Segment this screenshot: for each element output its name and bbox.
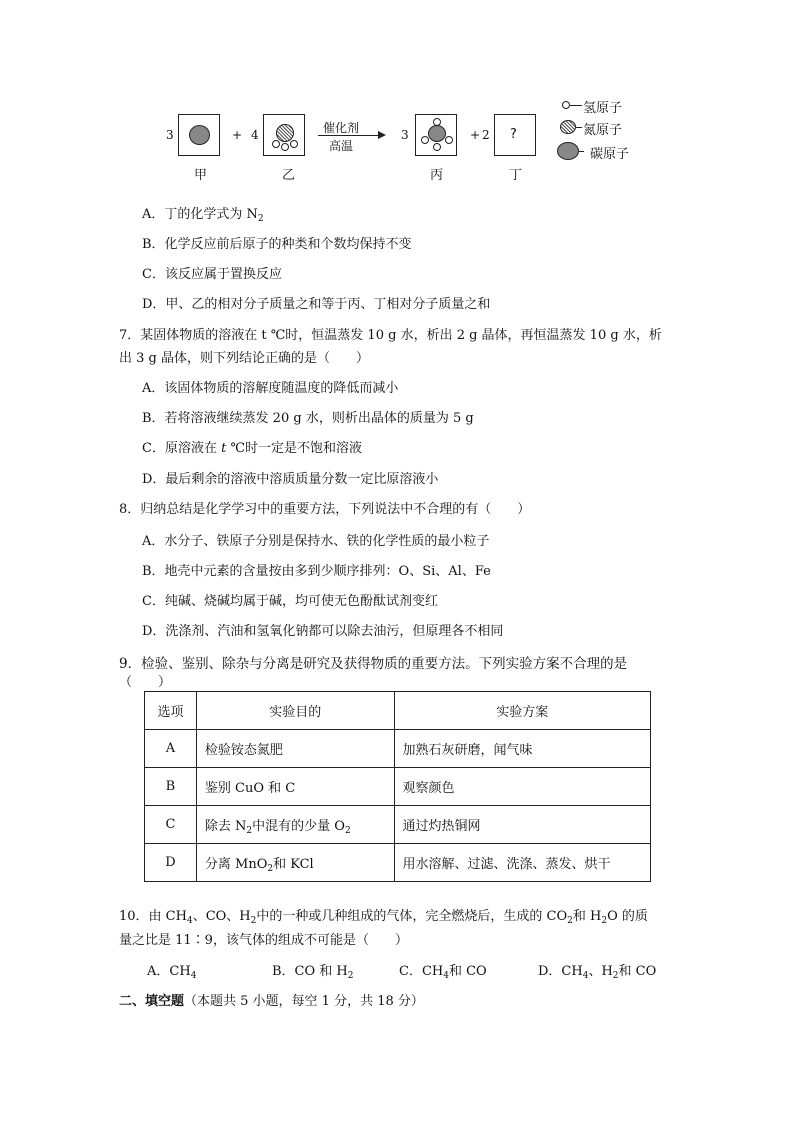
- row-option: A: [145, 730, 197, 768]
- condition-catalyst: 催化剂: [323, 121, 360, 135]
- q6-option-d: D．甲、乙的相对分子质量之和等于丙、丁相对分子质量之和: [142, 297, 491, 312]
- q10-stem-line2: 量之比是 11∶9，该气体的组成不可能是（ ）: [119, 933, 408, 948]
- q8-option-d: D．洗涤剂、汽油和氢氧化钠都可以除去油污，但原理各不相同: [142, 624, 504, 639]
- row-plan: 通过灼热铜网: [394, 806, 650, 844]
- label-ding: 丁: [509, 168, 523, 183]
- hydrogen-atom: [421, 136, 429, 144]
- label-yi: 乙: [282, 168, 296, 183]
- carbon-legend-icon: [557, 142, 579, 160]
- box-ding: [494, 114, 536, 156]
- nitrogen-legend-icon: [560, 120, 576, 134]
- q7-option-c: C．原溶液在 t ℃时一定是不饱和溶液: [142, 441, 363, 456]
- label-jia: 甲: [194, 168, 208, 183]
- q7-option-b: B．若将溶液继续蒸发 20 g 水，则析出晶体的质量为 5 g: [142, 411, 474, 426]
- q10-option-d: D．$CH_4$、$H_2$和 CO: [538, 964, 657, 981]
- plus-sign: +: [232, 128, 243, 142]
- coef-yi: 4: [251, 128, 259, 142]
- row-option: C: [145, 806, 197, 844]
- label-bing: 丙: [430, 168, 444, 183]
- row-option: D: [145, 844, 197, 882]
- table-row: [145, 844, 651, 882]
- table-row: [145, 768, 651, 806]
- plus-sign: +: [470, 128, 481, 142]
- unknown-mark: ?: [510, 127, 517, 142]
- coef-jia: 3: [166, 128, 174, 142]
- legend-nitrogen: 氮原子: [583, 123, 623, 138]
- header-purpose: 实验目的: [196, 692, 394, 730]
- q9-experiment-table: [144, 691, 651, 882]
- arrow-head-icon: [378, 131, 386, 139]
- row-plan: 观察颜色: [394, 768, 650, 806]
- q7-option-d: D．最后剩余的溶液中溶质质量分数一定比原溶液小: [142, 472, 439, 487]
- q10-option-c: C．$CH_4$和 CO: [399, 964, 487, 981]
- row-option: B: [145, 768, 197, 806]
- coef-bing: 3: [401, 128, 409, 142]
- carbon-atom: [428, 125, 446, 142]
- q8-stem: 8．归纳总结是化学学习中的重要方法，下列说法中不合理的有（ ）: [119, 502, 531, 517]
- q9-stem: 9．检验、鉴别、除杂与分离是研究及获得物质的重要方法。下列实验方案不合理的是: [119, 656, 628, 672]
- q10-option-b: B．CO 和 $H_2$: [272, 964, 354, 981]
- q7-stem-line1: 7．某固体物质的溶液在 t ℃时，恒温蒸发 10 g 水，析出 2 g 晶体，再恒温蒸发 10 g 水，析: [119, 328, 662, 343]
- section-heading: 二、填空题（本题共 5 小题，每空 1 分，共 18 分）: [119, 994, 424, 1009]
- box-bing: [415, 114, 457, 156]
- row-purpose: 鉴别 CuO 和 C: [196, 768, 394, 806]
- q8-option-a: A．水分子、铁原子分别是保持水、铁的化学性质的最小粒子: [142, 534, 490, 549]
- hydrogen-atom: [290, 140, 298, 148]
- box-jia: [178, 114, 220, 156]
- row-purpose: 除去 $N_2$中混有的少量 $O_2$: [196, 806, 394, 844]
- hydrogen-legend-icon: [562, 101, 570, 109]
- legend-hydrogen: 氢原子: [583, 101, 623, 116]
- table-row: [145, 806, 651, 844]
- q6-option-b: B．化学反应前后原子的种类和个数均保持不变: [142, 237, 412, 252]
- nitrogen-atom: [276, 124, 294, 142]
- reaction-arrow: [318, 135, 380, 136]
- coef-ding: 2: [482, 128, 490, 142]
- row-plan: 加熟石灰研磨，闻气味: [394, 730, 650, 768]
- legend-carbon: 碳原子: [590, 147, 630, 162]
- carbon-atom: [189, 125, 210, 145]
- row-plan: 用水溶解、过滤、洗涤、蒸发、烘干: [394, 844, 650, 882]
- q7-stem-line2: 出 3 g 晶体，则下列结论正确的是（ ）: [119, 351, 369, 366]
- q8-option-c: C．纯碱、烧碱均属于碱，均可使无色酚酞试剂变红: [142, 594, 438, 609]
- table-header-row: [145, 692, 651, 730]
- q6-option-a: A．丁的化学式为 $N_2$: [142, 207, 264, 224]
- hydrogen-atom: [433, 143, 441, 151]
- q10-stem-line1: 10．由 $CH_4$、CO、$H_2$中的一种或几种组成的气体，完全燃烧后，生成的 $CO_2$和 $H_2O$ 的质: [119, 909, 648, 926]
- row-purpose: 分离 MnO$_2$和 KCl: [196, 844, 394, 882]
- row-purpose: 检验铵态氮肥: [196, 730, 394, 768]
- hydrogen-atom: [281, 143, 289, 151]
- header-option: 选项: [145, 692, 197, 730]
- table-row: [145, 730, 651, 768]
- header-plan: 实验方案: [394, 692, 650, 730]
- q8-option-b: B．地壳中元素的含量按由多到少顺序排列：O、Si、Al、Fe: [142, 564, 491, 579]
- box-yi: [263, 114, 305, 156]
- q10-option-a: A．$CH_4$: [147, 964, 197, 981]
- hydrogen-atom: [445, 136, 453, 144]
- q6-option-c: C．该反应属于置换反应: [142, 267, 282, 282]
- q7-option-a: A．该固体物质的溶解度随温度的降低而减小: [142, 381, 399, 396]
- q9-stem-bracket: （ ）: [119, 675, 172, 690]
- condition-high-temp: 高温: [329, 139, 354, 153]
- hydrogen-atom: [272, 140, 280, 148]
